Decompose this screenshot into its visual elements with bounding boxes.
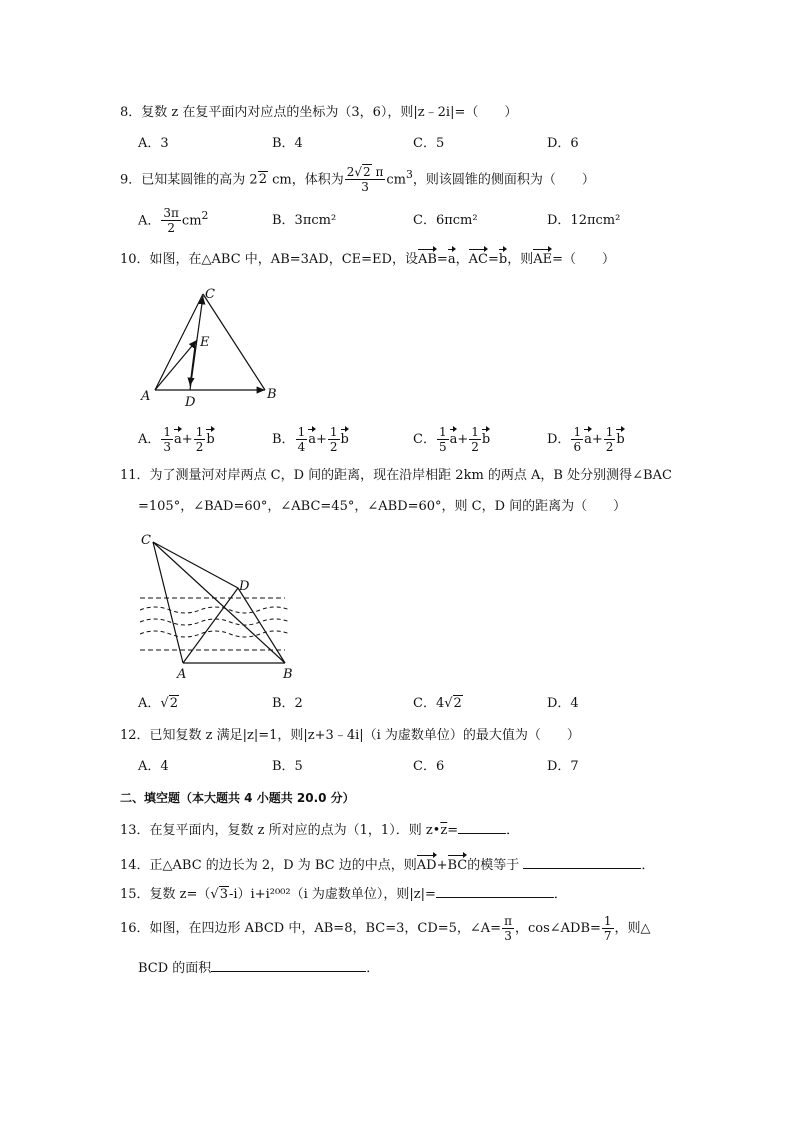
q16-line2: BCD 的面积 ． (138, 957, 379, 979)
label-b: B (267, 387, 277, 402)
q8-option-b: B．4 (272, 136, 303, 151)
q11-option-b: B．2 (272, 696, 303, 711)
q11-line2: =105°，∠BAD=60°，∠ABC=45°，∠ABD=60°，则 C，D 间的距离为（ ） (138, 499, 627, 514)
label-c: C (141, 533, 151, 548)
q12-option-b: B．5 (272, 759, 303, 774)
q9-option-a: A． $\frac{3\pi}{2}$ $cm^2$ (138, 206, 209, 236)
q11-option-a: A．√2 (138, 696, 178, 711)
q10-triangle-figure (135, 282, 295, 412)
section-title: 二、填空题（本大题共 4 小题共 20.0 分） (120, 791, 355, 805)
label-c: C (205, 287, 215, 302)
label-d: D (185, 395, 196, 410)
q10-option-b: B． $\frac{1}{4}$ a+ $\frac{1}{2}$ b (272, 425, 349, 454)
q9-option-d: D．12πcm² (547, 213, 621, 228)
q8-option-c: C．5 (413, 136, 445, 151)
q8-stem: 8．复数 z 在复平面内对应点的坐标为（3，6），则|z﹣2i|=（ ） (120, 105, 518, 120)
q12-stem: 12．已知复数 z 满足|z|=1，则|z+3﹣4i|（i 为虚数单位）的最大值为（ ） (120, 728, 580, 743)
label-e: E (200, 335, 210, 350)
q9-stem: 9．已知某圆锥的高为 22 cm，体积为 $\frac{2√2 \pi}{3}$ $cm^3$，则该圆锥的侧面积为（ ） (120, 165, 595, 195)
q15-stem: 15．复数 z=（√3-i）i+i²⁰⁰²（i 为虚数单位），则|z|= ． (120, 883, 567, 905)
q8-option-a: A．3 (138, 136, 169, 151)
q10-option-a: A． $\frac{1}{3}$ a+ $\frac{1}{2}$ b (138, 425, 215, 454)
q10-option-d: D． $\frac{1}{6}$ a+ $\frac{1}{2}$ b (547, 425, 625, 454)
label-d: D (239, 579, 250, 594)
q16-stem: 16．如图，在四边形 ABCD 中，AB=8，BC=3，CD=5，∠A= $\frac{\pi}{3}$ ，cos∠ADB= $\frac{1}{7}$ ，则△ (120, 914, 651, 943)
q10-option-c: C． $\frac{1}{5}$ a+ $\frac{1}{2}$ b (413, 425, 491, 454)
q11-line1: 11．为了测量河对岸两点 C，D 间的距离，现在沿岸相距 2km 的两点 A，B 处分别测得∠BAC (120, 468, 672, 483)
q12-option-c: C．6 (413, 759, 445, 774)
q9-option-b: B．3πcm² (272, 213, 337, 228)
q12-option-d: D．7 (547, 759, 579, 774)
q8-option-d: D．6 (547, 136, 579, 151)
label-a: A (177, 667, 187, 680)
q13-stem: 13．在复平面内，复数 z 所对应的点为（1，1）．则 $z•\overline{z}=$ ． (120, 819, 519, 841)
q11-option-c: C．4√2 (413, 696, 462, 711)
q11-option-d: D．4 (547, 696, 579, 711)
q11-river-figure (135, 530, 305, 680)
q14-stem: 14．正△ABC 的边长为 2，D 为 BC 边的中点，则AD+BC的模等于 ． (120, 852, 654, 876)
q10-stem: 10．如图，在△ABC 中，AB=3AD，CE=ED，设AB=a，AC=b，则AE=（ ） (120, 246, 615, 270)
label-b: B (283, 667, 293, 680)
label-a: A (141, 389, 151, 404)
q9-option-c: C．6πcm² (413, 213, 478, 228)
q12-option-a: A．4 (138, 759, 169, 774)
